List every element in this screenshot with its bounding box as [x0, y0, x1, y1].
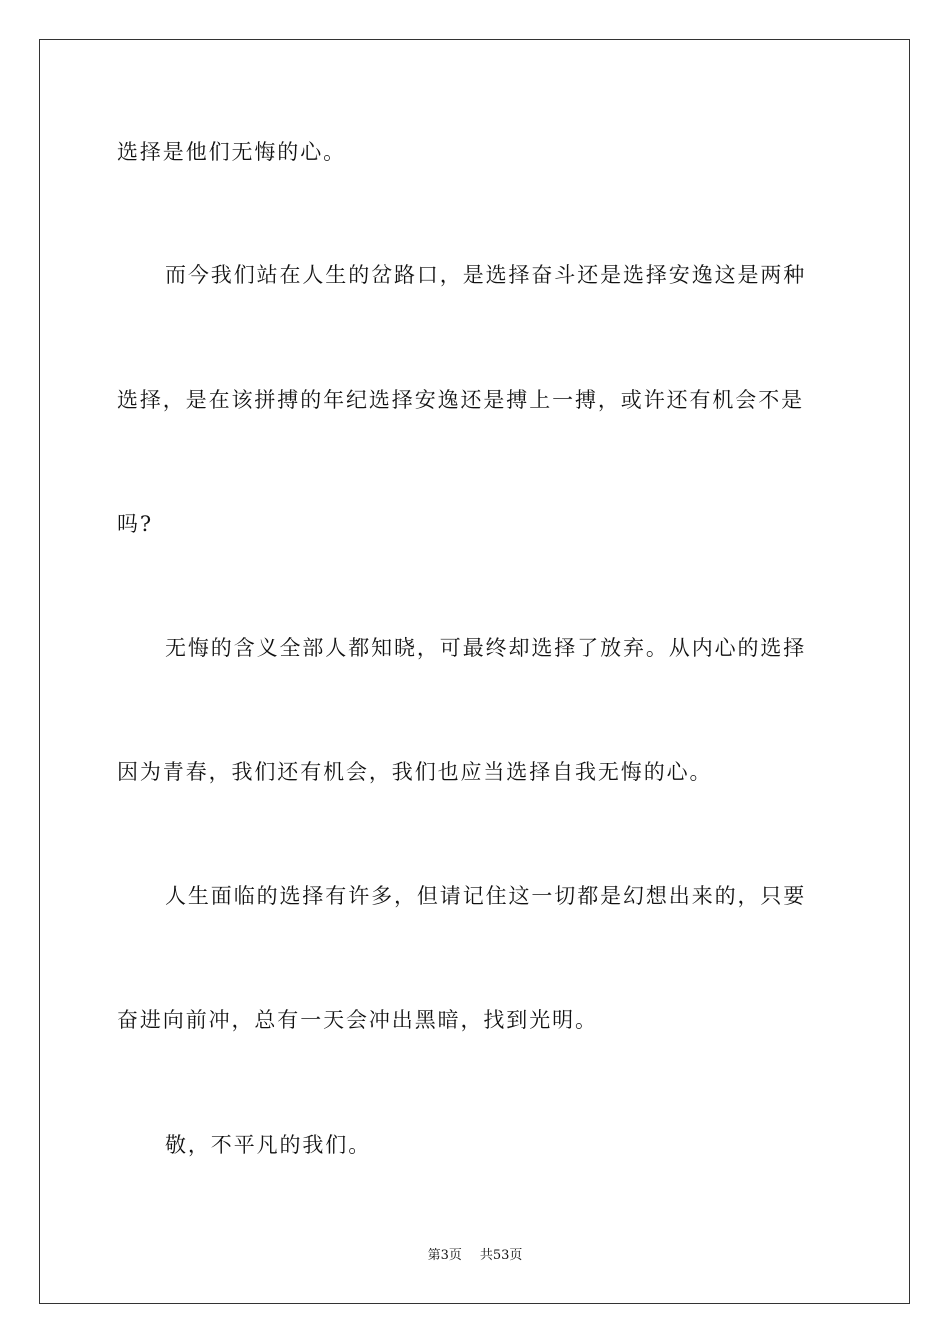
paragraph-line: 无悔的含义全部人都知晓，可最终却选择了放弃。从内心的选择 — [165, 636, 807, 660]
paragraph-line: 吗? — [117, 512, 154, 536]
paragraph-line: 选择，是在该拼搏的年纪选择安逸还是搏上一搏，或许还有机会不是 — [117, 388, 804, 412]
paragraph-line: 敬，不平凡的我们。 — [165, 1133, 372, 1157]
paragraph-line: 因为青春，我们还有机会，我们也应当选择自我无悔的心。 — [117, 760, 713, 784]
paragraph-line: 人生面临的选择有许多，但请记住这一切都是幻想出来的，只要 — [165, 884, 807, 908]
paragraph-line: 奋进向前冲，总有一天会冲出黑暗，找到光明。 — [117, 1008, 598, 1032]
total-pages: 共53页 — [479, 1248, 523, 1263]
paragraph-line: 选择是他们无悔的心。 — [117, 140, 346, 164]
paragraph-line: 而今我们站在人生的岔路口，是选择奋斗还是选择安逸这是两种 — [165, 263, 807, 287]
page-footer — [0, 1247, 950, 1265]
page-number: 第3页 — [427, 1248, 462, 1263]
page-border — [39, 39, 910, 1304]
